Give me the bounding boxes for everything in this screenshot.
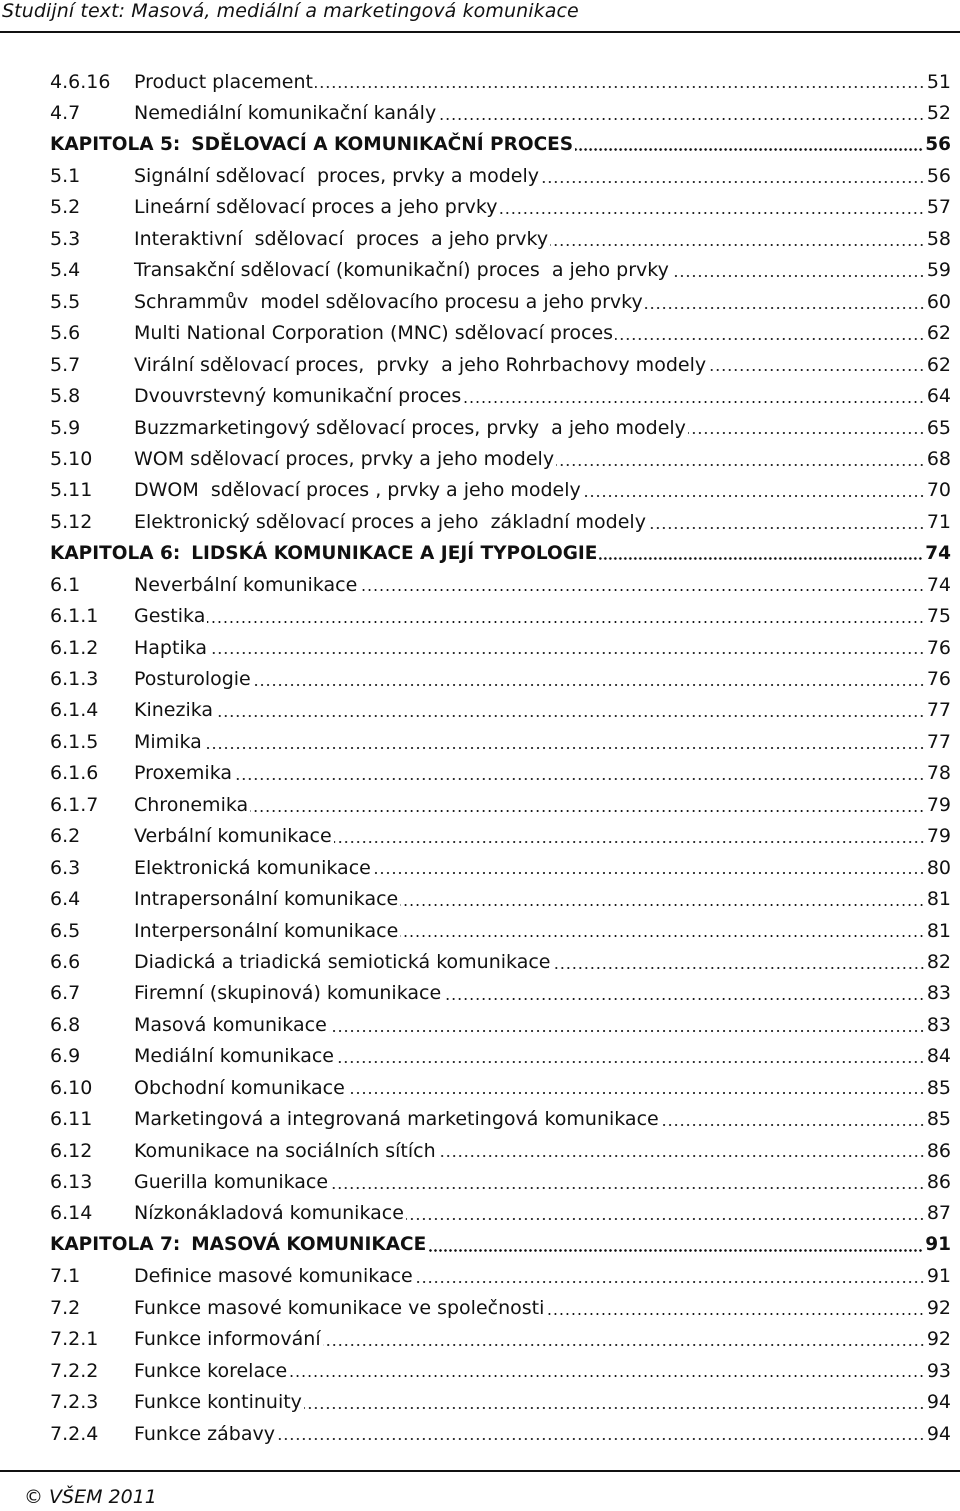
toc-entry-row[interactable] xyxy=(50,1355,951,1386)
toc-entry-number: 6.9 xyxy=(50,1045,81,1068)
toc-entry-number: 5.11 xyxy=(50,479,93,502)
toc-entry-title: Schrammův model sdělovacího procesu a jeho prvky xyxy=(134,290,643,313)
toc-entry-row[interactable] xyxy=(50,475,951,506)
toc-entry-title: DWOM sdělovací proces , prvky a jeho modely xyxy=(134,479,581,502)
toc-entry-title: Transakční sdělovací (komunikační) proces a jeho prvky xyxy=(134,259,669,282)
toc-chapter-label: KAPITOLA 6: xyxy=(50,542,181,564)
dot-leader xyxy=(428,1249,923,1252)
toc-entry-title: Interpersonální komunikace xyxy=(134,919,399,942)
toc-chapter-label: KAPITOLA 5: xyxy=(50,134,181,156)
toc-page-number: 68 xyxy=(926,447,951,470)
dot-leader xyxy=(406,1218,925,1220)
toc-entry-title: Mediální komunikace xyxy=(134,1045,334,1068)
toc-entry-row[interactable] xyxy=(50,1041,951,1072)
toc-entry-number: 5.9 xyxy=(50,416,81,439)
page-header xyxy=(0,0,960,40)
toc-entry-number: 7.2.4 xyxy=(50,1422,99,1445)
dot-leader xyxy=(415,1281,925,1283)
toc-entry-row[interactable] xyxy=(50,1198,951,1229)
toc-page-number: 74 xyxy=(925,542,951,564)
toc-entry-number: 7.2.2 xyxy=(50,1359,99,1382)
toc-page-number: 60 xyxy=(926,290,951,313)
copyright-text: © VŠEM 2011 xyxy=(24,1486,157,1508)
toc-chapter-row[interactable] xyxy=(50,538,951,569)
toc-entry-row[interactable] xyxy=(50,600,951,631)
toc-entry-number: 5.6 xyxy=(50,322,81,345)
toc-entry-row[interactable] xyxy=(50,1418,951,1449)
dot-leader xyxy=(708,369,925,371)
toc-entry-number: 5.8 xyxy=(50,385,81,408)
toc-entry-row[interactable] xyxy=(50,915,951,946)
toc-entry-title: Kinezika xyxy=(134,699,214,722)
dot-leader xyxy=(253,684,925,686)
toc-page-number: 84 xyxy=(926,1045,951,1068)
dot-leader xyxy=(541,181,925,183)
toc-page-number: 62 xyxy=(926,322,951,345)
toc-entry-number: 6.5 xyxy=(50,919,81,942)
toc-page-number: 92 xyxy=(926,1296,951,1319)
dot-leader xyxy=(553,967,925,969)
toc-entry-number: 6.10 xyxy=(50,1076,93,1099)
toc-entry-row[interactable] xyxy=(50,1324,951,1355)
toc-entry-number: 5.3 xyxy=(50,227,81,250)
toc-entry-number: 7.2.1 xyxy=(50,1328,99,1351)
toc-entry-row[interactable] xyxy=(50,1166,951,1197)
dot-leader xyxy=(359,589,925,591)
toc-entry-row[interactable] xyxy=(50,821,951,852)
toc-entry-row[interactable] xyxy=(50,883,951,914)
toc-entry-row[interactable] xyxy=(50,852,951,883)
toc-page-number: 58 xyxy=(926,227,951,250)
toc-entry-row[interactable] xyxy=(50,758,951,789)
toc-chapter-title: MASOVÁ KOMUNIKACE xyxy=(191,1234,427,1256)
toc-entry-title: Funkce informování xyxy=(134,1328,321,1351)
dot-leader xyxy=(250,810,925,812)
toc-entry-row[interactable] xyxy=(50,946,951,977)
toc-entry-title: Obchodní komunikace xyxy=(134,1076,345,1099)
toc-entry-title: Komunikace na sociálních sítích xyxy=(134,1139,436,1162)
toc-entry-row[interactable] xyxy=(50,349,951,380)
toc-entry-row[interactable] xyxy=(50,1072,951,1103)
dot-leader xyxy=(615,338,925,340)
toc-page-number: 65 xyxy=(926,416,951,439)
toc-entry-row[interactable] xyxy=(50,506,951,537)
toc-entry-title: Gestika xyxy=(134,605,206,628)
toc-entry-row[interactable] xyxy=(50,380,951,411)
toc-entry-number: 6.11 xyxy=(50,1108,93,1131)
toc-entry-title: Elektronická komunikace xyxy=(134,856,371,879)
dot-leader xyxy=(688,432,925,434)
dot-leader xyxy=(599,557,923,560)
toc-entry-title: Masová komunikace xyxy=(134,1013,327,1036)
toc-chapter-row[interactable] xyxy=(50,1229,951,1260)
toc-page-number: 64 xyxy=(926,385,951,408)
dot-leader xyxy=(373,872,925,874)
toc-page-number: 77 xyxy=(926,699,951,722)
toc-page-number: 62 xyxy=(926,353,951,376)
toc-entry-row[interactable] xyxy=(50,695,951,726)
toc-page-number: 94 xyxy=(926,1391,951,1414)
toc-entry-row[interactable] xyxy=(50,1135,951,1166)
toc-page-number: 77 xyxy=(926,730,951,753)
toc-entry-title: Marketingová a integrovaná marketingová komunikace xyxy=(134,1108,659,1131)
dot-leader xyxy=(550,244,925,246)
toc-page-number: 78 xyxy=(926,762,951,785)
dot-leader xyxy=(400,935,925,937)
toc-entry-row[interactable] xyxy=(50,97,951,128)
toc-entry-number: 5.2 xyxy=(50,196,81,219)
toc-entry-row[interactable] xyxy=(50,255,951,286)
dot-leader xyxy=(204,747,925,749)
dot-leader xyxy=(277,1438,925,1440)
toc-entry-title: Verbální komunikace xyxy=(134,825,332,848)
toc-entry-row[interactable] xyxy=(50,1386,951,1417)
toc-entry-title: Nemediální komunikační kanály xyxy=(134,102,437,125)
toc-entry-title: Mimika xyxy=(134,730,202,753)
toc-entry-title: Proxemika xyxy=(134,762,233,785)
toc-entry-title: Nízkonákladová komunikace xyxy=(134,1202,404,1225)
toc-page-number: 81 xyxy=(926,919,951,942)
toc-entry-number: 6.3 xyxy=(50,856,81,879)
toc-page-number: 94 xyxy=(926,1422,951,1445)
toc-page-number: 83 xyxy=(926,982,951,1005)
toc-entry-number: 6.1 xyxy=(50,573,81,596)
toc-entry-number: 5.4 xyxy=(50,259,81,282)
toc-page-number: 79 xyxy=(926,793,951,816)
dot-leader xyxy=(671,275,925,277)
dot-leader xyxy=(546,1313,924,1315)
toc-chapter-title: SDĚLOVACÍ A KOMUNIKAČNÍ PROCES xyxy=(191,134,574,156)
document-title: Studijní text: Masová, mediální a marketingová komunikace xyxy=(2,0,579,22)
toc-entry-row[interactable] xyxy=(50,1292,951,1323)
toc-entry-title: Buzzmarketingový sdělovací proces, prvky a jeho modely xyxy=(134,416,686,439)
toc-entry-title: Dvouvrstevný komunikační proces xyxy=(134,385,462,408)
toc-entry-title: Funkce korelace xyxy=(134,1359,288,1382)
dot-leader xyxy=(215,715,925,717)
toc-entry-title: Firemní (skupinová) komunikace xyxy=(134,982,442,1005)
toc-entry-title: Intrapersonální komunikace xyxy=(134,888,399,911)
toc-entry-number: 6.2 xyxy=(50,825,81,848)
toc-page-number: 83 xyxy=(926,1013,951,1036)
dot-leader xyxy=(645,307,925,309)
dot-leader xyxy=(209,652,925,654)
toc-entry-number: 6.1.2 xyxy=(50,636,99,659)
dot-leader xyxy=(207,621,924,623)
toc-entry-row[interactable] xyxy=(50,789,951,820)
toc-entry-number: 7.1 xyxy=(50,1265,81,1288)
toc-entry-row[interactable] xyxy=(50,192,951,223)
toc-entry-number: 6.1.3 xyxy=(50,668,99,691)
toc-entry-title: Virální sdělovací proces, prvky a jeho Rohrbachovy modely xyxy=(134,353,707,376)
toc-page-number: 87 xyxy=(926,1202,951,1225)
toc-entry-number: 6.1.1 xyxy=(50,605,99,628)
toc-entry-title: Chronemika xyxy=(134,793,249,816)
toc-entry-row[interactable] xyxy=(50,1009,951,1040)
toc-entry-number: 6.4 xyxy=(50,888,81,911)
toc-page-number: 70 xyxy=(926,479,951,502)
dot-leader xyxy=(347,1092,925,1094)
toc-entry-title: Signální sdělovací proces, prvky a modely xyxy=(134,165,539,188)
toc-entry-row[interactable] xyxy=(50,443,951,474)
toc-entry-number: 6.1.5 xyxy=(50,730,99,753)
toc-page-number: 82 xyxy=(926,950,951,973)
dot-leader xyxy=(289,1375,925,1377)
toc-entry-number: 6.1.4 xyxy=(50,699,99,722)
toc-page-number: 91 xyxy=(925,1234,951,1256)
toc-entry-number: 6.8 xyxy=(50,1013,81,1036)
header-divider xyxy=(0,31,960,33)
toc-chapter-title: LIDSKÁ KOMUNIKACE A JEJÍ TYPOLOGIE xyxy=(191,542,598,564)
dot-leader xyxy=(329,1030,925,1032)
toc-page-number: 86 xyxy=(926,1139,951,1162)
dot-leader xyxy=(234,778,925,780)
dot-leader xyxy=(400,904,925,906)
dot-leader xyxy=(583,495,925,497)
toc-entry-number: 6.1.6 xyxy=(50,762,99,785)
toc-page-number: 76 xyxy=(926,668,951,691)
toc-entry-title: Posturologie xyxy=(134,668,251,691)
toc-page-number: 79 xyxy=(926,825,951,848)
dot-leader xyxy=(556,464,925,466)
toc-page-number: 81 xyxy=(926,888,951,911)
toc-entry-title: Funkce kontinuity xyxy=(134,1391,302,1414)
toc-page-number: 71 xyxy=(926,510,951,533)
toc-page-number: 86 xyxy=(926,1171,951,1194)
dot-leader xyxy=(661,1124,925,1126)
dot-leader xyxy=(315,86,925,88)
toc-page-number: 92 xyxy=(926,1328,951,1351)
dot-leader xyxy=(438,118,925,120)
toc-entry-title: Multi National Corporation (MNC) sdělovací proces xyxy=(134,322,614,345)
toc-entry-row[interactable] xyxy=(50,318,951,349)
toc-chapter-row[interactable] xyxy=(50,129,951,160)
dot-leader xyxy=(323,1344,925,1346)
toc-page-number: 56 xyxy=(925,134,951,156)
toc-page-number: 85 xyxy=(926,1076,951,1099)
dot-leader xyxy=(443,998,925,1000)
toc-entry-title: Lineární sdělovací proces a jeho prvky xyxy=(134,196,498,219)
toc-page-number: 59 xyxy=(926,259,951,282)
dot-leader xyxy=(304,1407,925,1409)
toc-entry-number: 6.6 xyxy=(50,950,81,973)
dot-leader xyxy=(330,1187,925,1189)
toc-page-number: 57 xyxy=(926,196,951,219)
toc-entry-number: 6.13 xyxy=(50,1171,93,1194)
toc-entry-number: 6.12 xyxy=(50,1139,93,1162)
toc-page-number: 52 xyxy=(926,102,951,125)
toc-page-number: 91 xyxy=(926,1265,951,1288)
toc-entry-row[interactable] xyxy=(50,66,951,97)
toc-entry-row[interactable] xyxy=(50,726,951,757)
toc-entry-number: 4.6.16 xyxy=(50,70,111,93)
toc-entry-row[interactable] xyxy=(50,1261,951,1292)
toc-entry-row[interactable] xyxy=(50,978,951,1009)
dot-leader xyxy=(575,148,923,151)
toc-entry-number: 5.7 xyxy=(50,353,81,376)
toc-entry-title: Definice masové komunikace xyxy=(134,1265,413,1288)
toc-entry-row[interactable] xyxy=(50,632,951,663)
toc-page-number: 85 xyxy=(926,1108,951,1131)
dot-leader xyxy=(463,401,925,403)
dot-leader xyxy=(499,212,924,214)
toc-page-number: 74 xyxy=(926,573,951,596)
toc-entry-number: 5.1 xyxy=(50,165,81,188)
toc-page-number: 80 xyxy=(926,856,951,879)
toc-entry-title: Neverbální komunikace xyxy=(134,573,358,596)
toc-entry-title: WOM sdělovací proces, prvky a jeho modely xyxy=(134,447,555,470)
dot-leader xyxy=(336,1061,925,1063)
toc-entry-title: Haptika xyxy=(134,636,208,659)
toc-entry-title: Interaktivní sdělovací proces a jeho prvky xyxy=(134,227,549,250)
dot-leader xyxy=(334,841,925,843)
toc-entry-number: 4.7 xyxy=(50,102,81,125)
toc-entry-row[interactable] xyxy=(50,160,951,191)
toc-entry-number: 5.12 xyxy=(50,510,93,533)
table-of-contents xyxy=(50,66,951,1449)
dot-leader xyxy=(438,1155,925,1157)
toc-page-number: 75 xyxy=(926,605,951,628)
toc-page-number: 76 xyxy=(926,636,951,659)
toc-entry-number: 6.14 xyxy=(50,1202,93,1225)
footer-divider xyxy=(0,1470,960,1472)
toc-entry-row[interactable] xyxy=(50,223,951,254)
toc-entry-number: 7.2.3 xyxy=(50,1391,99,1414)
toc-page-number: 56 xyxy=(926,165,951,188)
toc-page-number: 51 xyxy=(926,70,951,93)
toc-chapter-label: KAPITOLA 7: xyxy=(50,1234,181,1256)
toc-entry-row[interactable] xyxy=(50,286,951,317)
toc-entry-number: 5.10 xyxy=(50,447,93,470)
toc-entry-row[interactable] xyxy=(50,412,951,443)
toc-entry-title: Diadická a triadická semiotická komunikace xyxy=(134,950,551,973)
toc-entry-row[interactable] xyxy=(50,663,951,694)
toc-entry-row[interactable] xyxy=(50,1103,951,1134)
toc-entry-title: Product placement xyxy=(134,70,313,93)
page-footer xyxy=(0,1470,960,1511)
toc-entry-row[interactable] xyxy=(50,569,951,600)
toc-entry-title: Guerilla komunikace xyxy=(134,1171,329,1194)
toc-entry-number: 5.5 xyxy=(50,290,81,313)
toc-entry-number: 6.1.7 xyxy=(50,793,99,816)
toc-entry-title: Funkce zábavy xyxy=(134,1422,275,1445)
toc-entry-title: Elektronický sdělovací proces a jeho základní modely xyxy=(134,510,646,533)
toc-entry-title: Funkce masové komunikace ve společnosti xyxy=(134,1296,545,1319)
toc-page-number: 93 xyxy=(926,1359,951,1382)
toc-entry-number: 6.7 xyxy=(50,982,81,1005)
toc-entry-number: 7.2 xyxy=(50,1296,81,1319)
dot-leader xyxy=(648,527,925,529)
